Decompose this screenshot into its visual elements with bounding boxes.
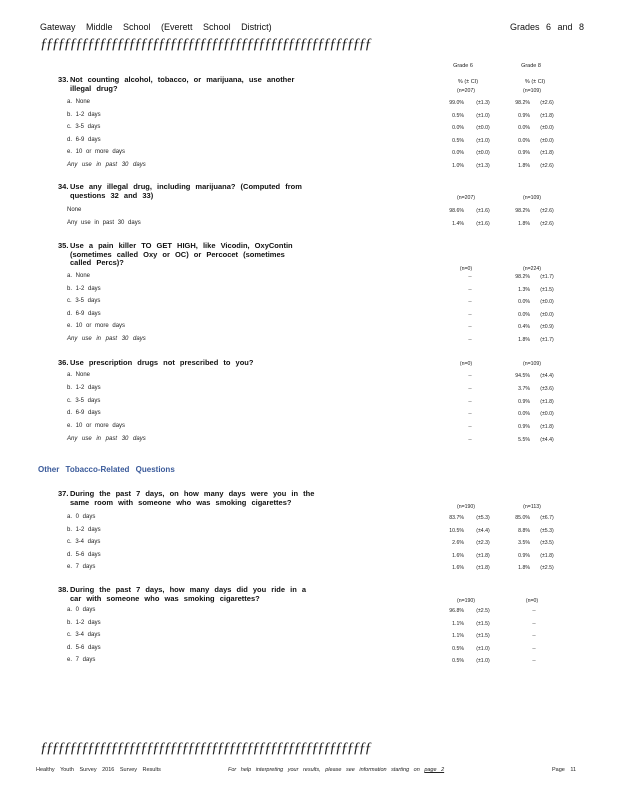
question-5 xyxy=(58,586,318,603)
g6-no-data: -- xyxy=(468,337,472,343)
g6-percent: 98.6% xyxy=(449,208,464,214)
grade8-n: (n=224) xyxy=(522,266,542,272)
g8-percent: 1.8% xyxy=(518,565,530,572)
g6-ci: (±1.0) xyxy=(476,658,490,665)
question-text: Not counting alcohol, tobacco, or marijuana, use another xyxy=(70,75,295,84)
question-text-cont: illegal drug? xyxy=(70,83,118,93)
response-option: b. 1-2 days xyxy=(67,111,101,118)
response-option: c. 3-5 days xyxy=(67,124,101,131)
g8-no-data: -- xyxy=(532,658,536,665)
footer-page-link[interactable]: page 2 xyxy=(424,767,445,773)
g6-ci: (±1.8) xyxy=(476,565,490,572)
g6-no-data: -- xyxy=(468,385,472,392)
response-option: b. 1-2 days xyxy=(67,384,101,391)
question-2 xyxy=(58,242,318,268)
g8-percent: 98.2% xyxy=(515,208,530,214)
g6-percent: 0.0% xyxy=(452,125,464,132)
g8-no-data: -- xyxy=(532,633,536,640)
school-name: Gateway Middle School (Everett School District) xyxy=(40,22,272,32)
response-option: e. 7 days xyxy=(67,564,96,571)
g6-ci: (±0.0) xyxy=(476,150,490,157)
g8-percent: 5.5% xyxy=(518,437,530,443)
g8-percent: 3.5% xyxy=(518,540,530,547)
response-option: a. 0 days xyxy=(67,514,96,520)
response-option: b. 1-2 days xyxy=(67,619,101,626)
g8-percent: 0.9% xyxy=(518,112,530,119)
footer-rule: ƒƒƒƒƒƒƒƒƒƒƒƒƒƒƒƒƒƒƒƒƒƒƒƒƒƒƒƒƒƒƒƒƒƒƒƒƒƒƒƒƒƒƒƒƒƒƒƒƒƒƒƒƒƒƒƒ xyxy=(40,740,371,756)
g8-ci: (±0.0) xyxy=(540,311,554,318)
g8-ci: (±2.6) xyxy=(540,100,554,106)
question-text-cont: questions 32 and 33) xyxy=(70,190,154,200)
g6-percent: 1.1% xyxy=(452,633,464,640)
g8-ci: (±2.5) xyxy=(540,565,554,572)
g6-ci: (±2.5) xyxy=(476,608,490,614)
g6-percent: 96.8% xyxy=(449,608,464,614)
g8-percent: 98.2% xyxy=(515,274,530,280)
response-option: e. 10 or more days xyxy=(67,423,126,430)
response-option: d. 6-9 days xyxy=(67,310,101,317)
g8-percent: 94.5% xyxy=(515,373,530,379)
question-number: 33. xyxy=(58,75,69,84)
g8-percent: 0.9% xyxy=(518,150,530,157)
response-option: d. 6-9 days xyxy=(67,410,101,417)
g8-ci: (±0.9) xyxy=(540,324,554,331)
g6-no-data: -- xyxy=(468,274,472,280)
g8-ci: (±0.0) xyxy=(540,125,554,132)
question-1 xyxy=(58,183,318,200)
question-text-cont: (sometimes called Oxy or OC) or Percocet (sometimes xyxy=(70,249,285,259)
response-option: Any use in past 30 days xyxy=(67,162,146,168)
g6-percent: 99.0% xyxy=(449,100,464,106)
response-option: b. 1-2 days xyxy=(67,285,101,292)
g8-ci: (±1.7) xyxy=(540,337,554,343)
g6-no-data: -- xyxy=(468,311,472,318)
footer-help-text: For help interpreting your results, please see information starting on xyxy=(228,767,420,773)
g8-percent: 1.8% xyxy=(518,163,530,169)
g8-ci: (±1.7) xyxy=(540,274,554,280)
g8-percent: 0.0% xyxy=(518,137,530,144)
g8-ci: (±2.6) xyxy=(540,208,554,214)
response-option: c. 3-5 days xyxy=(67,397,101,404)
g6-percent: 0.5% xyxy=(452,137,464,144)
response-option: Any use in past 30 days xyxy=(67,219,141,226)
g8-ci: (±2.6) xyxy=(540,163,554,169)
question-number: 36. xyxy=(58,358,69,367)
g6-ci: (±1.5) xyxy=(476,633,490,640)
g6-percent: 1.0% xyxy=(452,163,464,169)
col-grade6-pct: % (± CI) xyxy=(457,79,479,85)
g8-percent: 85.0% xyxy=(515,515,530,521)
g8-ci: (±1.8) xyxy=(540,150,554,157)
g6-ci: (±1.3) xyxy=(476,163,490,169)
g6-ci: (±1.5) xyxy=(476,620,490,627)
g6-no-data: -- xyxy=(468,398,472,405)
g6-ci: (±0.0) xyxy=(476,125,490,132)
g8-ci: (±1.8) xyxy=(540,112,554,119)
grade6-n: (n=207) xyxy=(456,88,476,94)
response-option: c. 3-4 days xyxy=(67,539,101,546)
g8-ci: (±0.0) xyxy=(540,137,554,144)
response-option: None xyxy=(67,207,82,213)
grade6-n: (n=207) xyxy=(456,195,476,201)
g6-ci: (±5.3) xyxy=(476,515,490,521)
g6-percent: 83.7% xyxy=(449,515,464,521)
g6-no-data: -- xyxy=(468,373,472,379)
g8-ci: (±5.3) xyxy=(540,527,554,534)
g6-no-data: -- xyxy=(468,437,472,443)
g8-percent: 3.7% xyxy=(518,385,530,392)
response-option: Any use in past 30 days xyxy=(67,336,146,342)
grade8-n: (n=113) xyxy=(523,504,541,510)
grade8-n: (n=109) xyxy=(522,195,542,201)
question-number: 35. xyxy=(58,241,69,250)
question-3 xyxy=(58,359,318,368)
header-rule: ƒƒƒƒƒƒƒƒƒƒƒƒƒƒƒƒƒƒƒƒƒƒƒƒƒƒƒƒƒƒƒƒƒƒƒƒƒƒƒƒƒƒƒƒƒƒƒƒƒƒƒƒƒƒƒƒ xyxy=(40,36,371,52)
g6-ci: (±1.0) xyxy=(476,137,490,144)
g6-ci: (±1.3) xyxy=(476,100,490,106)
grade6-n: (n=190) xyxy=(456,504,476,510)
question-number: 37. xyxy=(58,489,69,498)
g8-percent: 8.8% xyxy=(518,527,530,534)
g8-percent: 98.2% xyxy=(515,100,530,106)
response-option: a. 0 days xyxy=(67,607,96,613)
grade8-n: (n=0) xyxy=(525,598,539,604)
g6-percent: 1.6% xyxy=(452,552,464,559)
g6-no-data: -- xyxy=(468,424,472,431)
response-option: e. 10 or more days xyxy=(67,323,126,330)
response-option: a. None xyxy=(67,99,91,105)
response-option: a. None xyxy=(67,372,91,378)
g8-ci: (±1.8) xyxy=(540,398,554,405)
response-option: e. 7 days xyxy=(67,657,96,664)
g8-ci: (±4.4) xyxy=(540,373,554,379)
response-option: b. 1-2 days xyxy=(67,526,101,533)
g8-percent: 1.3% xyxy=(518,286,530,293)
g8-percent: 0.0% xyxy=(518,411,530,418)
g6-percent: 1.1% xyxy=(452,620,464,627)
question-text: During the past 7 days, on how many days were you in the xyxy=(70,489,315,498)
grade6-n: (n=0) xyxy=(459,266,473,272)
g6-ci: (±2.3) xyxy=(476,540,490,547)
g6-percent: 0.5% xyxy=(452,645,464,652)
g6-ci: (±1.6) xyxy=(476,208,490,214)
g8-percent: 0.0% xyxy=(518,311,530,318)
g6-ci: (±1.6) xyxy=(476,220,490,227)
response-option: c. 3-4 days xyxy=(67,632,101,639)
g8-percent: 0.4% xyxy=(518,324,530,331)
g8-percent: 0.0% xyxy=(518,299,530,306)
col-grade8-pct: % (± CI) xyxy=(524,79,546,85)
question-text: Use prescription drugs not prescribed to you? xyxy=(70,358,254,367)
response-option: d. 6-9 days xyxy=(67,136,101,143)
g8-ci: (±0.0) xyxy=(540,299,554,306)
question-text: Use any illegal drug, including marijuana? (Computed from xyxy=(70,182,302,191)
g6-percent: 2.6% xyxy=(452,540,464,547)
g6-ci: (±4.4) xyxy=(476,527,490,534)
g8-percent: 0.9% xyxy=(518,552,530,559)
g6-percent: 0.5% xyxy=(452,112,464,119)
col-grade8: Grade 8 xyxy=(521,63,541,69)
g8-ci: (±0.0) xyxy=(540,411,554,418)
g8-ci: (±2.6) xyxy=(540,220,554,227)
g6-no-data: -- xyxy=(468,299,472,306)
g6-ci: (±1.0) xyxy=(476,645,490,652)
col-grade6: Grade 6 xyxy=(453,63,473,69)
g6-percent: 1.6% xyxy=(452,565,464,572)
g6-ci: (±1.0) xyxy=(476,112,490,119)
g6-ci: (±1.8) xyxy=(476,552,490,559)
g8-ci: (±1.8) xyxy=(540,552,554,559)
footer-help xyxy=(228,767,444,773)
footer-survey: Healthy Youth Survey 2016 Survey Results xyxy=(36,767,161,773)
grades-label: Grades 6 and 8 xyxy=(510,22,585,32)
g8-no-data: -- xyxy=(532,620,536,627)
grade8-n: (n=109) xyxy=(522,88,542,94)
g6-percent: 10.5% xyxy=(449,527,464,534)
g6-percent: 1.4% xyxy=(452,220,464,227)
g8-ci: (±6.7) xyxy=(540,515,554,521)
g8-percent: 1.8% xyxy=(518,220,530,227)
g6-no-data: -- xyxy=(468,286,472,293)
g8-ci: (±1.8) xyxy=(540,424,554,431)
g8-ci: (±4.4) xyxy=(540,437,554,443)
footer-page-number: Page 11 xyxy=(552,767,577,773)
question-4 xyxy=(58,490,318,507)
question-0 xyxy=(58,76,318,93)
g8-ci: (±3.5) xyxy=(540,540,554,547)
g6-no-data: -- xyxy=(468,324,472,331)
g8-percent: 1.8% xyxy=(518,337,530,343)
g8-percent: 0.9% xyxy=(518,398,530,405)
g8-no-data: -- xyxy=(532,645,536,652)
response-option: a. None xyxy=(67,273,91,279)
question-text-cont: car with someone who was smoking cigarettes? xyxy=(70,593,260,603)
response-option: d. 5-6 days xyxy=(67,644,101,651)
section-title: Other Tobacco-Related Questions xyxy=(38,465,175,474)
g6-percent: 0.0% xyxy=(452,150,464,157)
question-number: 34. xyxy=(58,182,69,191)
g8-ci: (±1.5) xyxy=(540,286,554,293)
response-option: Any use in past 30 days xyxy=(67,436,146,442)
question-text: During the past 7 days, how many days did you ride in a xyxy=(70,585,307,594)
g8-no-data: -- xyxy=(532,608,536,614)
response-option: d. 5-6 days xyxy=(67,551,101,558)
g8-ci: (±3.6) xyxy=(540,385,554,392)
question-text: Use a pain killer TO GET HIGH, like Vicodin, OxyContin xyxy=(70,241,293,250)
g6-no-data: -- xyxy=(468,411,472,418)
response-option: e. 10 or more days xyxy=(67,149,126,156)
g8-percent: 0.0% xyxy=(518,125,530,132)
g6-percent: 0.5% xyxy=(452,658,464,665)
grade8-n: (n=109) xyxy=(522,361,542,367)
question-text-cont: same room with someone who was smoking cigarettes? xyxy=(70,497,292,507)
response-option: c. 3-5 days xyxy=(67,298,101,305)
question-text-cont: called Percs)? xyxy=(70,258,124,267)
grade6-n: (n=190) xyxy=(456,598,476,604)
g8-percent: 0.9% xyxy=(518,424,530,431)
grade6-n: (n=0) xyxy=(459,361,473,367)
question-number: 38. xyxy=(58,585,69,594)
